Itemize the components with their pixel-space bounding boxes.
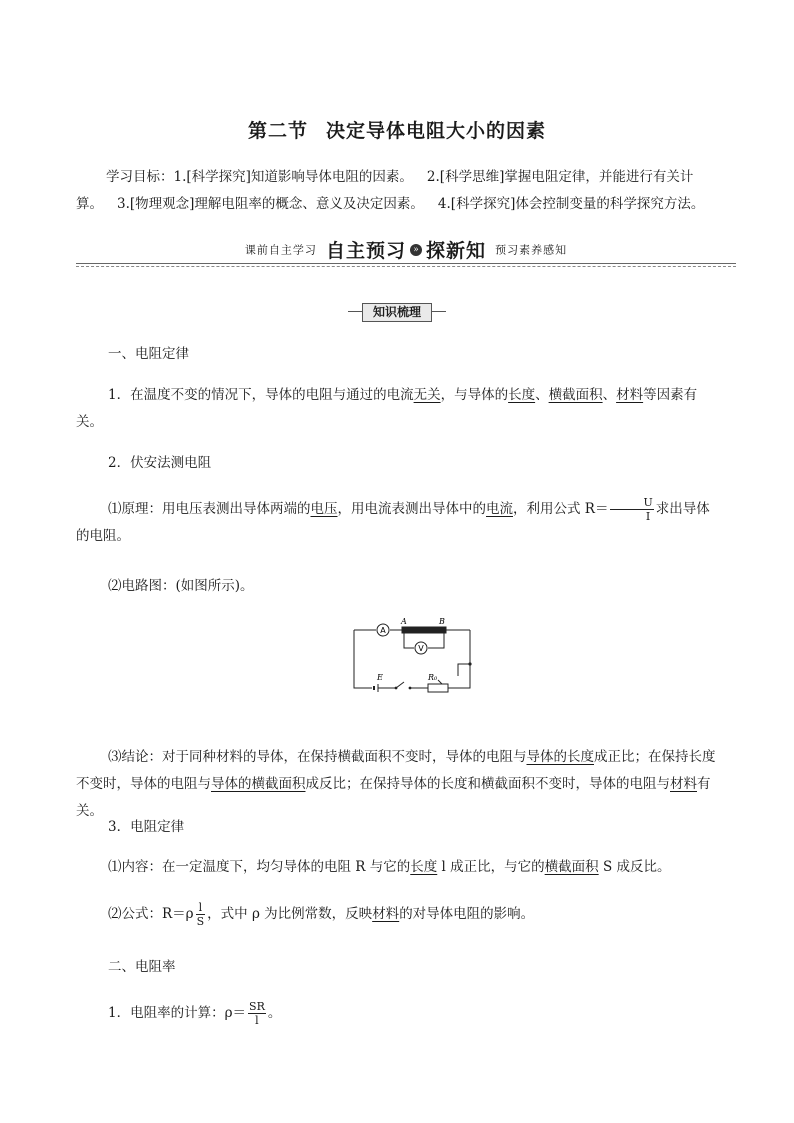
paragraph-formula: ⑵公式：R＝ρ $\frac{l}{S}$ ，式中 ρ 为比例常数，反映材料的对导体电阻的影响。: [108, 901, 535, 928]
label-r0: R₀: [428, 673, 438, 682]
heading-voltammetry: 2．伏安法测电阻: [108, 455, 212, 471]
heading-resistance-law-3: 3．电阻定律: [108, 819, 185, 835]
label-e: E: [377, 673, 383, 682]
paragraph-resistivity-calc: 1．电阻率的计算：ρ＝ $\frac{SR}{l}$ 。: [108, 1000, 282, 1027]
ammeter-symbol: A: [380, 626, 386, 635]
circuit-diagram: [346, 614, 478, 696]
paragraph-content: ⑴内容：在一定温度下，均匀导体的电阻 R 与它的长度 l 成正比，与它的横截面积 S 成反比。: [108, 859, 671, 875]
paragraph-1: 1．在温度不变的情况下，导体的电阻与通过的电流无关，与导体的长度、横截面积、材料等因素有关。: [76, 387, 698, 430]
label-a: A: [401, 617, 407, 626]
fraction-sr-over-l: $\frac{SR}{l}$: [249, 1000, 265, 1027]
heading-resistivity: 二、电阻率: [108, 959, 176, 975]
voltmeter-symbol: V: [418, 644, 424, 653]
knowledge-box: 知识梳理: [0, 301, 794, 322]
learning-goals: 学习目标：1.[科学探究]知道影响导体电阻的因素。 2.[科学思维]掌握电阻定律，并能进行有关计算。 3.[物理观念]理解电阻率的概念、意义及决定因素。 4.[科学探究]体会控制变量的科学探究方法。: [76, 169, 705, 212]
heading-resistance-law: 一、电阻定律: [108, 346, 189, 362]
arrow-icon: »: [410, 244, 422, 256]
fraction-u-over-i: $\frac{U}{I}$: [610, 496, 653, 523]
paragraph-circuit-label: ⑵电路图：(如图所示)。: [108, 578, 254, 594]
paragraph-conclusion: ⑶结论：对于同种材料的导体，在保持横截面积不变时，导体的电阻与导体的长度成正比；在保持长度不变时，导体的电阻与导体的横截面积成反比；在保持导体的长度和横截面积不变时，导体的电阻与材料有关。: [76, 749, 716, 819]
fraction-l-over-s: $\frac{l}{S}$: [196, 901, 205, 928]
label-b: B: [439, 617, 445, 626]
page-title: 第二节 决定导体电阻大小的因素: [247, 120, 547, 142]
paragraph-principle: ⑴原理：用电压表测出导体两端的电压，用电流表测出导体中的电流，利用公式 R＝ $\frac{U}{I}$ 求出导体的电阻。: [76, 496, 710, 544]
section-banner: 课前自主学习 自主预习 » 探新知 预习素养感知: [76, 236, 736, 266]
